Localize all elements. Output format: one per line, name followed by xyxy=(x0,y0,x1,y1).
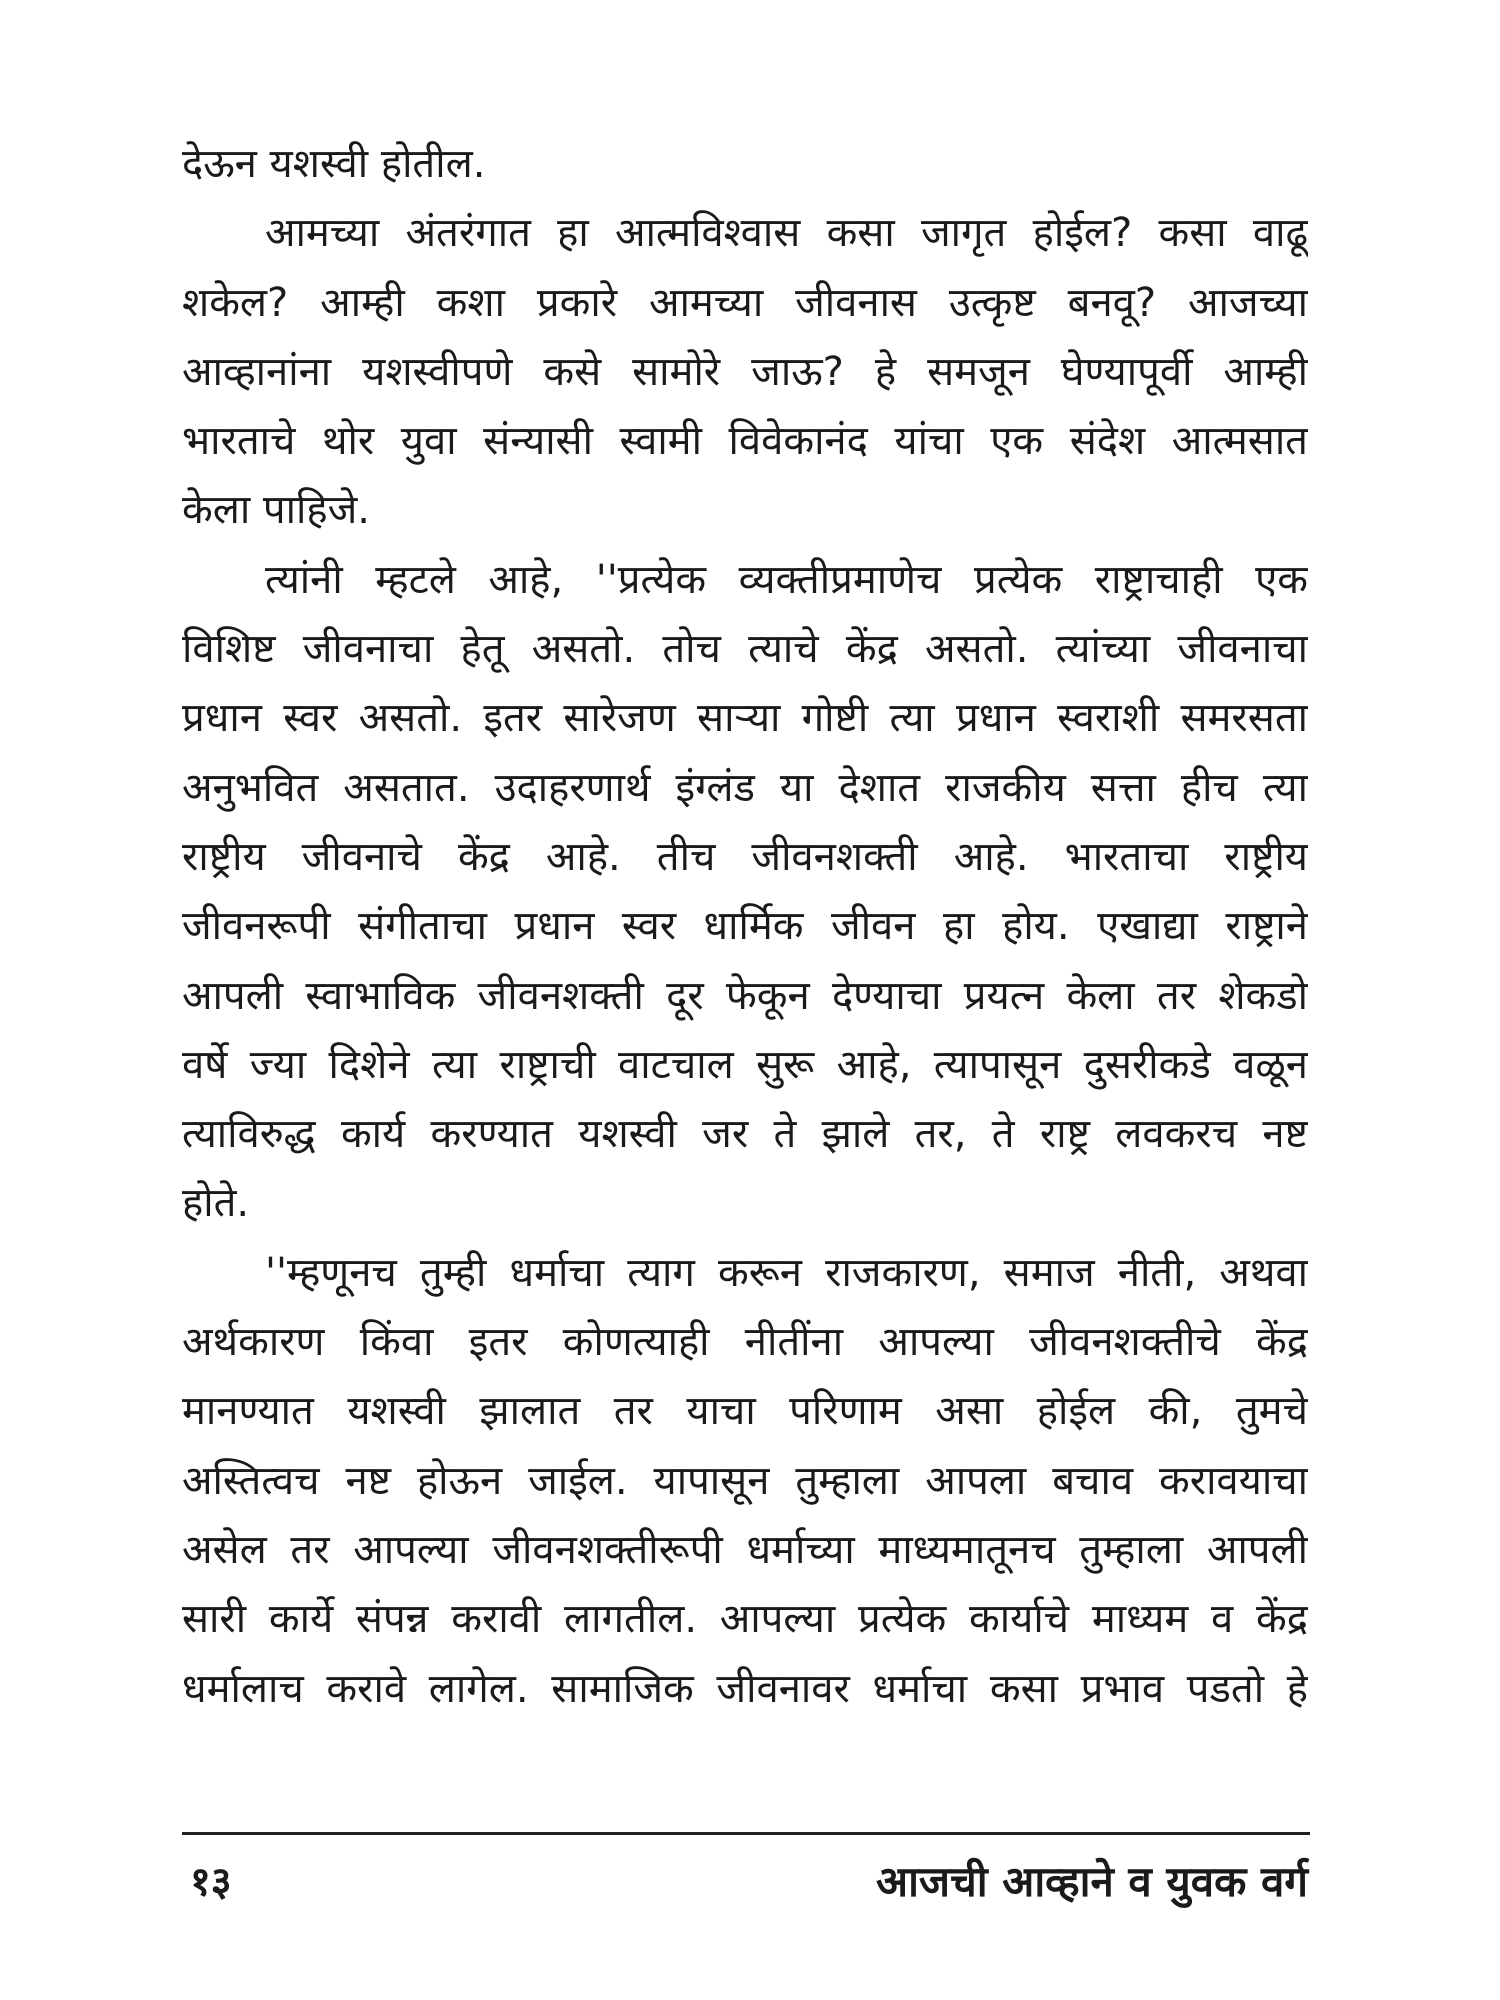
text-line: ''म्हणूनच तुम्ही धर्माचा त्याग करून राजकारण, समाज नीती, अथवा xyxy=(265,1249,1308,1296)
text-line: धर्मालाच करावे लागेल. सामाजिक जीवनावर धर्माचा कसा प्रभाव पडतो हे xyxy=(182,1665,1308,1712)
text-line: अनुभवित असतात. उदाहरणार्थ इंग्लंड या देशात राजकीय सत्ता हीच त्या xyxy=(182,764,1308,811)
text-line: मानण्यात यशस्वी झालात तर याचा परिणाम असा होईल की, तुमचे xyxy=(182,1388,1308,1435)
text-line: त्याविरुद्ध कार्य करण्यात यशस्वी जर ते झाले तर, ते राष्ट्र लवकरच नष्ट xyxy=(182,1111,1308,1158)
page-number: १३ xyxy=(190,1859,232,1905)
text-line: जीवनरूपी संगीताचा प्रधान स्वर धार्मिक जीवन हा होय. एखाद्या राष्ट्राने xyxy=(182,903,1308,950)
text-line: आमच्या अंतरंगात हा आत्मविश्वास कसा जागृत होईल? कसा वाढू xyxy=(265,210,1308,257)
text-line: सारी कार्ये संपन्न करावी लागतील. आपल्या प्रत्येक कार्याचे माध्यम व केंद्र xyxy=(182,1596,1308,1643)
text-line: असेल तर आपल्या जीवनशक्तीरूपी धर्माच्या माध्यमातूनच तुम्हाला आपली xyxy=(182,1526,1308,1573)
text-line: आव्हानांना यशस्वीपणे कसे सामोरे जाऊ? हे समजून घेण्यापूर्वी आम्ही xyxy=(182,348,1308,395)
text-line: आपली स्वाभाविक जीवनशक्ती दूर फेकून देण्याचा प्रयत्न केला तर शेकडो xyxy=(182,972,1308,1019)
text-line: विशिष्ट जीवनाचा हेतू असतो. तोच त्याचे केंद्र असतो. त्यांच्या जीवनाचा xyxy=(182,626,1308,673)
text-line: देऊन यशस्वी होतील. xyxy=(182,141,486,187)
running-footer-title: आजची आव्हाने व युवक वर्ग xyxy=(876,1857,1308,1906)
text-line: अस्तित्वच नष्ट होऊन जाईल. यापासून तुम्हाला आपला बचाव करावयाचा xyxy=(182,1457,1308,1504)
text-line: अर्थकारण किंवा इतर कोणत्याही नीतींना आपल्या जीवनशक्तीचे केंद्र xyxy=(182,1319,1308,1366)
text-line: वर्षे ज्या दिशेने त्या राष्ट्राची वाटचाल सुरू आहे, त्यापासून दुसरीकडे वळून xyxy=(182,1041,1308,1088)
text-line: त्यांनी म्हटले आहे, ''प्रत्येक व्यक्तीप्रमाणेच प्रत्येक राष्ट्राचाही एक xyxy=(265,556,1308,603)
footer-divider xyxy=(182,1832,1310,1835)
text-line: प्रधान स्वर असतो. इतर सारेजण साऱ्या गोष्टी त्या प्रधान स्वराशी समरसता xyxy=(182,695,1308,742)
page-body-text xyxy=(182,130,1308,1724)
text-line: राष्ट्रीय जीवनाचे केंद्र आहे. तीच जीवनशक्ती आहे. भारताचा राष्ट्रीय xyxy=(182,833,1308,880)
text-line: केला पाहिजे. xyxy=(182,487,370,534)
text-line: होते. xyxy=(182,1180,250,1227)
text-line: भारताचे थोर युवा संन्यासी स्वामी विवेकानंद यांचा एक संदेश आत्मसात xyxy=(182,418,1308,465)
text-line: शकेल? आम्ही कशा प्रकारे आमच्या जीवनास उत्कृष्ट बनवू? आजच्या xyxy=(182,279,1308,326)
